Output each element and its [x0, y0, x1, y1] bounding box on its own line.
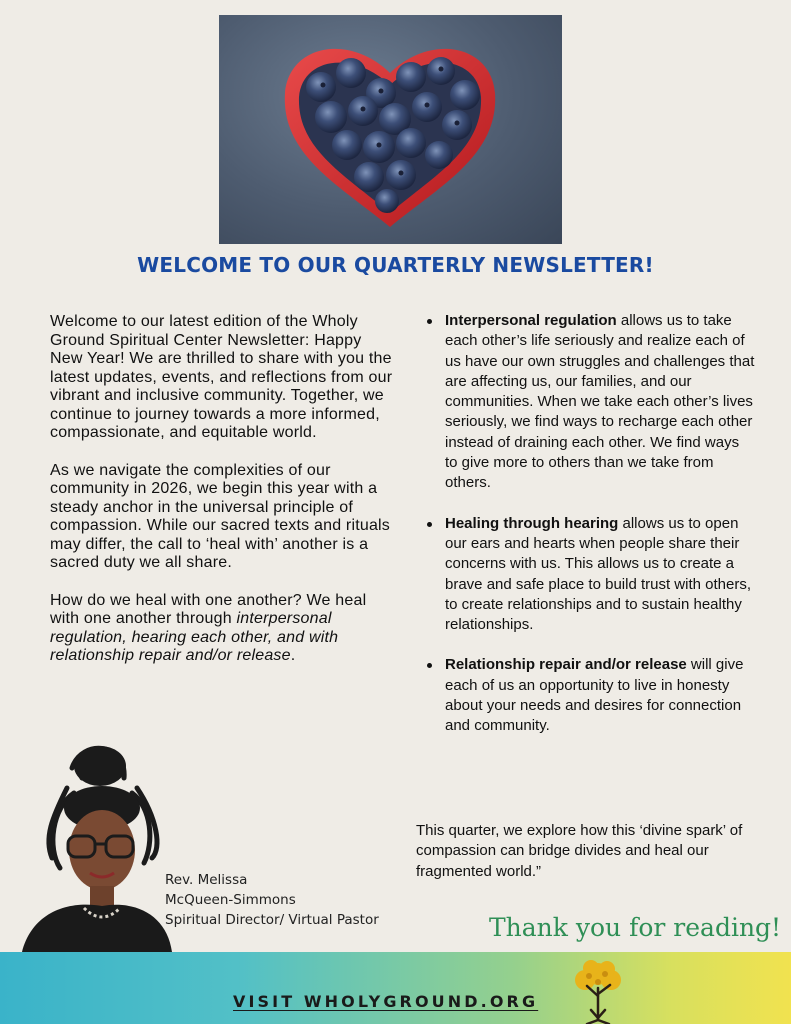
pastor-last-name: McQueen-Simmons	[165, 892, 296, 908]
footer-banner	[0, 952, 791, 1024]
hero-image	[219, 15, 562, 244]
healing-period: .	[290, 647, 296, 664]
healing-question: How do we heal with one another? We heal with one another through	[50, 591, 367, 627]
practices-column	[425, 311, 755, 757]
bullet-icon	[427, 319, 432, 324]
tree-logo-icon	[567, 960, 629, 1024]
healing-paragraph	[50, 592, 395, 666]
compassion-paragraph: As we navigate the complexities of our community in 2026, we begin this year with a steady anchor in the universal principle of compassion. While our sacred texts and rituals may differ, the call to ‘heal with’ another is a sacred duty we all share.	[50, 461, 391, 571]
pastor-first-name: Rev. Melissa	[165, 872, 248, 888]
practice-title: Relationship repair and/or release	[445, 656, 687, 674]
closing-paragraph: This quarter, we explore how this ‘divine spark’ of compassion can bridge divides and heal our fragmented world.”	[416, 822, 743, 880]
intro-column	[50, 313, 395, 685]
list-item	[425, 514, 755, 636]
thank-you-message: Thank you for reading!	[489, 913, 782, 942]
healing-methods: interpersonal regulation, hearing each other, and with relationship repair and/or release	[50, 610, 339, 664]
blueberry-heart-illustration	[219, 15, 562, 244]
practice-title: Healing through hearing	[445, 514, 619, 532]
bullet-icon	[427, 522, 432, 527]
signature-block	[165, 870, 379, 930]
pastor-title: Spiritual Director/ Virtual Pastor	[165, 912, 379, 928]
website-link[interactable]: VISIT WHOLYGROUND.ORG	[233, 992, 539, 1011]
practices-list	[425, 311, 755, 737]
practice-description: allows us to open our ears and hearts when people share their concerns with us. This allows us to create a brave and safe place to build trust with others, to create relationships and to sustain healthy relationships.	[445, 514, 752, 634]
pastor-portrait	[12, 738, 172, 952]
list-item	[425, 655, 755, 736]
bullet-icon	[427, 663, 432, 668]
page-title: WELCOME TO OUR QUARTERLY NEWSLETTER!	[137, 253, 654, 277]
practice-description: allows us to take each other’s life seriously and realize each of us have our own struggles and challenges that are affecting us, our families, and our communities. When we take each other’s lives seriously, we find ways to recharge each other instead of draining each other. We find ways to give more to others than we take from others.	[445, 312, 755, 492]
list-item	[425, 311, 755, 494]
practice-description: will give each of us an opportunity to live in honesty about your needs and desires for connection and community.	[445, 656, 744, 735]
intro-paragraph: Welcome to our latest edition of the Wholy Ground Spiritual Center Newsletter: Happy New Year! We are thrilled to share with you the latest updates, events, and reflections from our vibrant and inclusive community. Together, we continue to journey towards a more informed, compassionate, and equitable world.	[50, 313, 393, 441]
practice-title: Interpersonal regulation	[445, 312, 617, 329]
